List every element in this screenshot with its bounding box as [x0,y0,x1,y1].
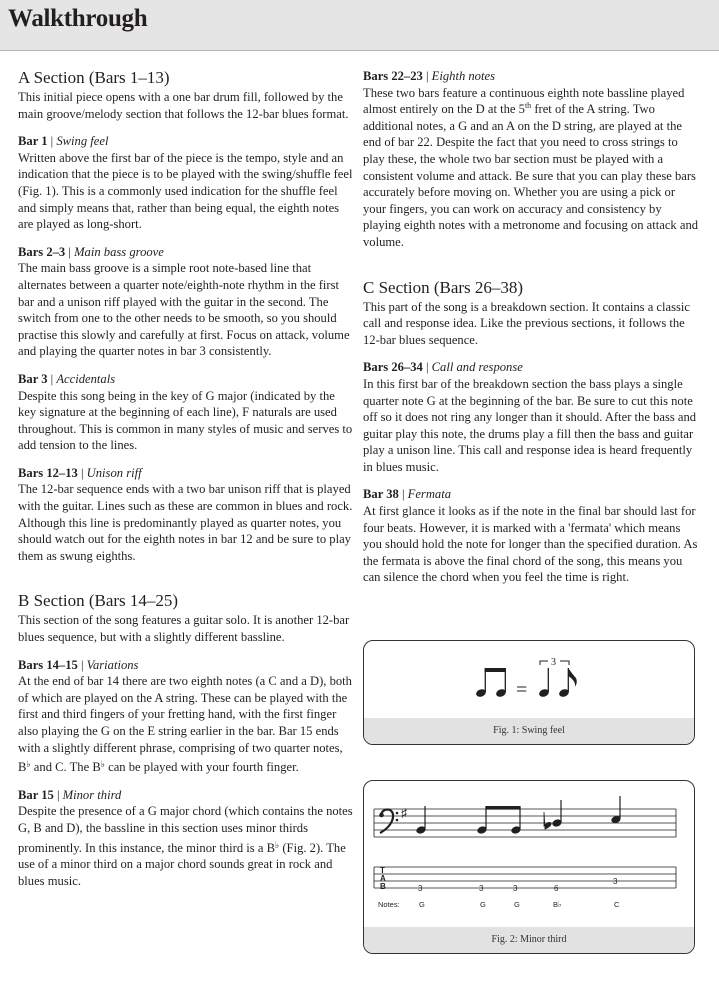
bars-label: Bars 26–34 [363,360,423,375]
paragraph-bars-22-23 [363,85,699,251]
separator: | [77,465,87,480]
ordinal-suffix: th [524,101,532,110]
fret-number: 3 [513,884,518,893]
subheading-bars-22-23 [363,68,699,85]
notes-label: Notes: [378,900,400,909]
bars-label: Bar 1 [18,134,48,149]
bars-label: Bar 15 [18,787,54,802]
paragraph-bars-12-13: The 12-bar sequence ends with a two bar unison riff that is played with the guitar. Lines such as these are common in blues and rock. Although this line is predominantly played as quarter notes, you should watch out for the eighth notes in bar 12 and be sure to play them as swung eighths. [18,482,353,563]
note-name: G [514,900,520,909]
subheading-bars-12-13 [18,465,354,482]
key-signature-sharp: ♯ [401,806,407,820]
text-run: fret of the A string. Two additional notes, a G and an A on the D string, are played at the end of bar 22. Despite the fact that you need to cross strings to play these, the whole two bar section must be played with a consistent volume and attack. Be sure that you can play these bars accurately before moving on. Whether you are using a pick or your fingers, you can work on accuracy and consistency by playing eighth notes with a metronome and focusing on attack and volume. [363,102,699,249]
note-name: G [419,900,425,909]
note-name: C [614,900,620,909]
page-title: Walkthrough [8,5,148,32]
figure-caption: Fig. 1: Swing feel [364,718,694,744]
bars-label: Bars 22–23 [363,69,423,83]
tab-letter: B [380,882,386,891]
bars-label: Bars 12–13 [18,465,78,480]
staff-notes [415,796,621,835]
subheading-title: Accidentals [56,371,116,386]
text-run: can be played with your fourth finger. [104,760,299,775]
bars-label: Bars 2–3 [18,244,66,259]
title-bar [0,0,719,51]
paragraph-bar-3: Despite this song being in the key of G major (indicated by the key signature at the beginning of each line), F naturals are used throughout. This is common in many styles of music and serves to add tension to the lines. [18,388,353,453]
subheading-title: Call and response [431,360,523,375]
separator: | [422,360,432,375]
beamed-eighth-notes [475,668,507,698]
note-name: G [480,900,486,909]
section-b-intro: This section of the song features a guitar solo. It is another 12-bar blues sequence, but with a slightly different bassline. [18,613,350,645]
flat-symbol: ♭ [100,759,105,770]
subheading-bar-1 [18,133,354,150]
bars-label: Bars 14–15 [18,657,78,672]
section-a-heading: A Section (Bars 1–13) [18,68,170,87]
paragraph-bar-15 [18,803,354,889]
figure-swing-feel [363,640,695,745]
paragraph-bars-2-3: The main bass groove is a simple root note-based line that alternates between a quarter note/eighth-note rhythm in the first bar and a unison riff played with the guitar in the second. The switch from one to the other needs to be smooth, so you should practise this slowly and carefully at first. Focus on attack, volume and playing the quarter notes in bar 3 consistently. [18,261,350,359]
subheading-title: Eighth notes [431,69,495,83]
flat-symbol: ♭ [26,759,31,770]
triplet-number: 3 [551,657,556,668]
right-column [363,68,699,597]
fret-number: 3 [479,884,484,893]
text-run: These two bars feature a continuous eighth note bassline played almost entirely on the D at the 5 [363,85,685,117]
text-run: (Fig. 2). The use of a minor third on a major chord sounds great in rock and blues music. [18,840,346,888]
paragraph-bars-14-15 [18,673,354,776]
subheading-title: Unison riff [86,465,142,480]
note-names [378,900,620,909]
subheading-bar-15 [18,787,354,804]
separator: | [47,371,57,386]
text-run: At the end of bar 14 there are two eighth notes (a C and a D), both of which are played on the A string. These can be played with the first and third fingers of your fretting hand, with the first finger also playing the G on the E string earlier in the bar. Bar 15 ends with a slightly different phrase, comprising of two quarter notes, B [18,674,352,775]
subheading-title: Minor third [62,787,122,802]
figure-minor-third [363,780,695,954]
separator: | [65,244,75,259]
equals-sign: = [516,679,528,701]
separator: | [47,134,57,149]
section-c-intro: This part of the song is a breakdown section. It contains a classic call and response idea. Like the previous sections, it follows the 12-bar blues sequence. [363,299,691,347]
subheading-title: Main bass groove [74,244,164,259]
bars-label: Bar 38 [363,487,399,502]
section-gap [18,575,354,591]
separator: | [53,787,63,802]
separator: | [398,487,408,502]
subheading-bars-2-3 [18,244,354,261]
bass-notation [364,781,694,927]
tab-label [380,866,386,891]
section-c-heading: C Section (Bars 26–38) [363,277,524,297]
subheading-title: Fermata [407,487,452,502]
tab-frets [418,877,618,893]
fret-number: 3 [418,884,423,893]
subheading-bars-26-34 [363,359,699,376]
paragraph-bars-26-34: In this first bar of the breakdown section the bass plays a single quarter note G at the beginning of the bar. Be sure to cut this note off so it does not ring any longer than it should. After the bass and guitar play this note, the drums play a fill then the bass and guitar play a unison line. This call and response idea is heard frequently in blues music. [363,376,697,474]
triplet-rhythm [538,657,577,698]
subheading-title: Swing feel [56,134,109,149]
note-name: B♭ [553,900,562,909]
tab-letter: T [380,866,385,875]
paragraph-bar-1: Written above the first bar of the piece is the tempo, style and an indication that the piece is to be played with the swing/shuffle feel (Fig. 1). This is a commonly used indication for the shuffle feel and simply means that, rather than being equal, the eighth notes are played as long-short. [18,150,353,232]
flat-symbol: ♭ [274,839,280,850]
section-b-heading: B Section (Bars 14–25) [18,591,179,611]
figure-caption: Fig. 2: Minor third [364,927,694,953]
left-column [18,68,354,900]
fret-number: 6 [554,884,559,893]
section-gap [363,262,699,278]
fret-number: 3 [613,877,618,886]
bass-clef-icon [379,810,398,834]
subheading-bars-14-15 [18,657,354,674]
section-a-intro: This initial piece opens with a one bar drum fill, followed by the main groove/melody section that follows the 12-bar blues format. [18,90,349,121]
bars-label: Bar 3 [18,371,48,386]
subheading-bar-3 [18,371,354,388]
separator: | [422,69,432,83]
text-run: Despite the presence of a G major chord (which contains the notes G, B and D), the bassline in this section uses minor thirds prominently. In this instance, the minor third is a B [18,804,353,855]
subheading-title: Variations [86,657,139,672]
subheading-bar-38 [363,486,699,503]
tab-letter: A [380,874,386,883]
swing-notation [364,641,694,721]
separator: | [77,657,87,672]
text-run: and C. The B [30,760,101,775]
paragraph-bar-38: At first glance it looks as if the note in the final bar should last for four beats. However, it is marked with a 'fermata' which means you should hold the note for longer than the specified duration. As the fermata is above the final chord of the song, this means you can silence the chord when you feel the time is right. [363,504,698,585]
